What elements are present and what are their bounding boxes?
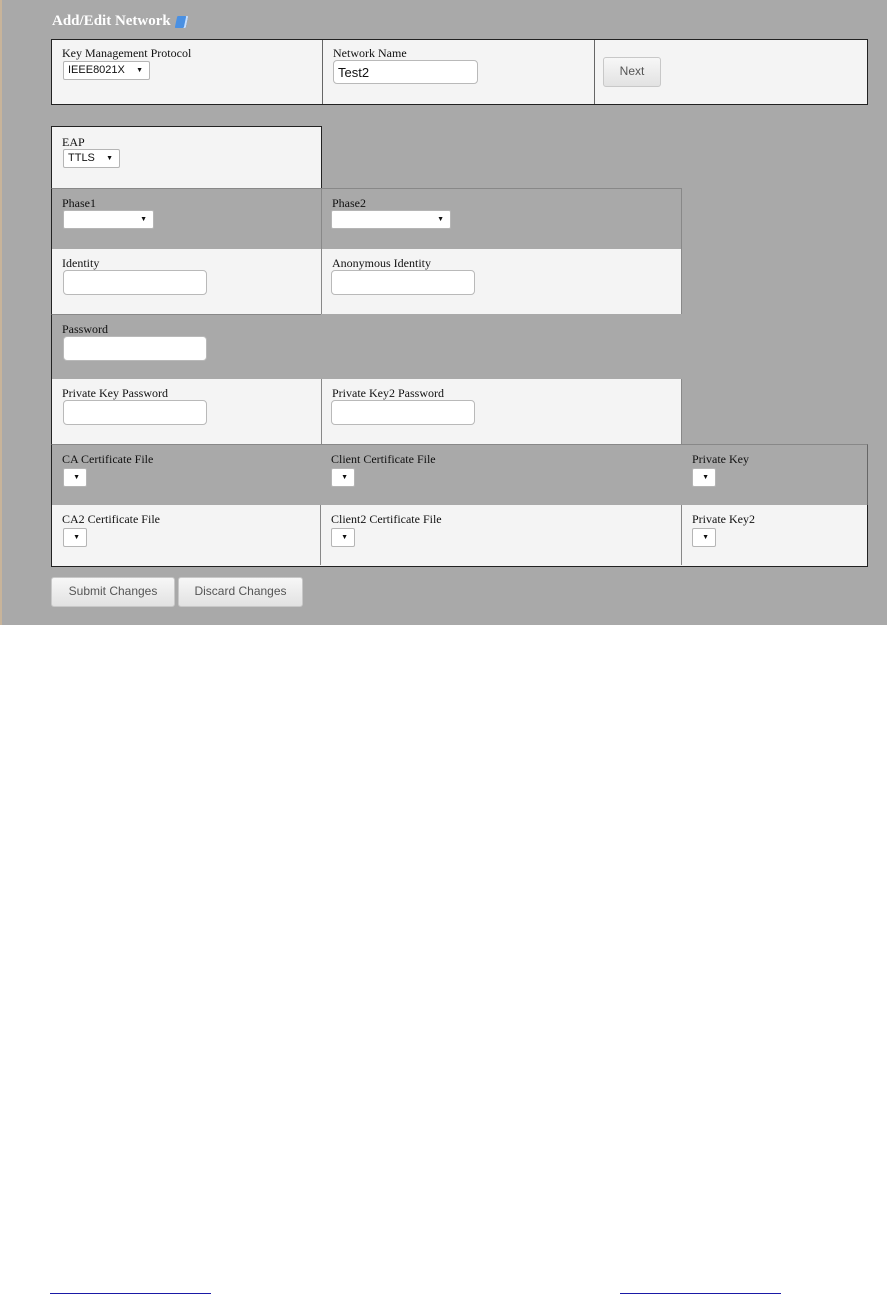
private-key-label: Private Key <box>692 452 749 466</box>
submit-changes-button[interactable]: Submit Changes <box>51 577 175 607</box>
phase2-select[interactable] <box>331 210 451 229</box>
private-key2-label: Private Key2 <box>692 512 755 526</box>
private-key2-select[interactable] <box>692 528 716 547</box>
phase1-cell <box>51 188 321 249</box>
chevron-down-icon: ▼ <box>702 474 709 481</box>
eap-cell <box>51 126 322 189</box>
network-panel <box>0 0 887 625</box>
chevron-down-icon: ▼ <box>73 534 80 541</box>
anon-identity-input[interactable] <box>331 270 475 295</box>
password-input[interactable] <box>63 336 207 361</box>
next-button[interactable]: Next <box>603 57 661 87</box>
chevron-down-icon: ▼ <box>140 216 147 223</box>
client-cert-cell <box>321 445 682 505</box>
chevron-down-icon: ▼ <box>106 155 113 162</box>
private-key2-pw-cell <box>321 379 682 445</box>
key-mgmt-value: IEEE8021X <box>68 64 125 76</box>
private-key-select[interactable] <box>692 468 716 487</box>
private-key-pw-input[interactable] <box>63 400 207 425</box>
page-title-text: Add/Edit Network <box>52 13 171 29</box>
client2-cert-label: Client2 Certificate File <box>331 512 442 526</box>
password-cell <box>51 314 321 379</box>
client2-cert-cell <box>321 505 682 565</box>
identity-label: Identity <box>62 256 100 270</box>
certs-row-1 <box>51 444 868 505</box>
chevron-down-icon: ▼ <box>702 534 709 541</box>
private-key2-cell <box>682 505 867 565</box>
eap-select[interactable] <box>63 149 120 168</box>
private-key-cell <box>682 445 867 505</box>
ca-cert-select[interactable] <box>63 468 87 487</box>
network-name-cell <box>323 40 595 104</box>
phase1-select[interactable] <box>63 210 154 229</box>
password-label: Password <box>62 322 109 336</box>
key-mgmt-select[interactable] <box>63 61 150 80</box>
anon-identity-cell <box>321 249 682 314</box>
client-cert-select[interactable] <box>331 468 355 487</box>
page-title <box>52 13 187 30</box>
private-key2-pw-label: Private Key2 Password <box>332 386 444 400</box>
network-name-label: Network Name <box>333 46 407 60</box>
anon-identity-label: Anonymous Identity <box>332 256 431 270</box>
ca2-cert-select[interactable] <box>63 528 87 547</box>
ca-cert-cell <box>52 445 321 505</box>
phase2-cell <box>321 188 682 249</box>
certs-row-2 <box>51 505 868 567</box>
network-name-input[interactable] <box>333 60 478 84</box>
chevron-down-icon: ▼ <box>437 216 444 223</box>
private-key2-pw-input[interactable] <box>331 400 475 425</box>
ca2-cert-label: CA2 Certificate File <box>62 512 160 526</box>
client2-cert-select[interactable] <box>331 528 355 547</box>
client-cert-label: Client Certificate File <box>331 452 436 466</box>
identity-input[interactable] <box>63 270 207 295</box>
phase2-label: Phase2 <box>332 196 366 210</box>
private-key-pw-label: Private Key Password <box>62 386 168 400</box>
ca-cert-label: CA Certificate File <box>62 452 154 466</box>
phase1-label: Phase1 <box>62 196 96 210</box>
book-icon[interactable] <box>174 16 188 28</box>
chevron-down-icon: ▼ <box>73 474 80 481</box>
key-mgmt-label: Key Management Protocol <box>62 46 192 60</box>
eap-label: EAP <box>62 135 85 149</box>
private-key-pw-cell <box>51 379 321 445</box>
chevron-down-icon: ▼ <box>341 474 348 481</box>
footer-link-right[interactable] <box>620 1293 781 1294</box>
eap-value: TTLS <box>68 152 95 164</box>
top-row <box>51 39 868 105</box>
chevron-down-icon: ▼ <box>341 534 348 541</box>
key-mgmt-cell <box>52 40 323 104</box>
ca2-cert-cell <box>52 505 321 565</box>
discard-changes-button[interactable]: Discard Changes <box>178 577 303 607</box>
network-name-value: Test2 <box>338 65 370 80</box>
footer-link-left[interactable] <box>50 1293 211 1294</box>
chevron-down-icon: ▼ <box>136 67 143 74</box>
identity-cell <box>51 249 321 314</box>
